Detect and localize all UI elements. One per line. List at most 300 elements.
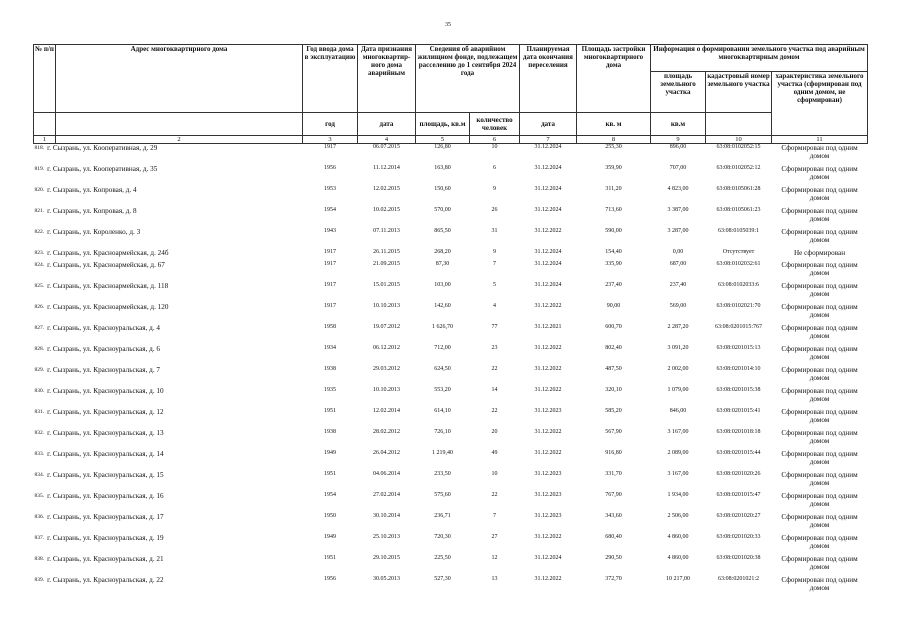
cell-cad: 63:08:0201021:2 bbox=[718, 576, 760, 582]
cell-plan: 31.12.2023 bbox=[534, 492, 562, 498]
cell-build: 154,40 bbox=[605, 249, 622, 255]
table-row bbox=[34, 471, 868, 492]
cell-cad: 63:08:0201015:13 bbox=[716, 345, 761, 351]
cell-land: 3 287,00 bbox=[667, 228, 689, 234]
cell-people: 10 bbox=[491, 471, 498, 477]
cell-cad: 63:08:0105039:1 bbox=[718, 228, 760, 234]
cell-year: 1954 bbox=[324, 492, 336, 498]
cell-area: 268,20 bbox=[434, 249, 451, 255]
cell-build: 320,10 bbox=[605, 387, 622, 393]
table-row bbox=[34, 324, 868, 345]
cell-cad: Отсутствует bbox=[722, 249, 755, 255]
cell-build: 359,90 bbox=[605, 165, 622, 171]
row-number: 835. bbox=[34, 493, 45, 499]
address-text: г. Сызрань, ул. Красноуральская, д. 4 bbox=[47, 324, 161, 332]
header-building-area: Площадь застройки многоквартирного дома bbox=[577, 45, 651, 113]
table-row bbox=[34, 387, 868, 408]
cell-land: 10 217,00 bbox=[666, 576, 691, 582]
cell-land: 237,40 bbox=[669, 282, 687, 288]
address-cell bbox=[34, 576, 303, 597]
cell-area: 570,00 bbox=[434, 207, 451, 213]
cell-land: 0,00 bbox=[672, 249, 684, 255]
address-text: г. Сызрань, ул. Красноуральская, д. 13 bbox=[47, 429, 164, 437]
cell-date: 30.10.2014 bbox=[373, 513, 400, 519]
cell-year: 1917 bbox=[324, 282, 336, 288]
cell-characteristic: Сформирован под одним домом bbox=[781, 144, 858, 160]
cell-people: 22 bbox=[491, 408, 498, 414]
cell-area: 1 219,40 bbox=[432, 450, 453, 456]
address-cell bbox=[34, 429, 303, 450]
cell-build: 343,60 bbox=[605, 513, 622, 519]
table-row bbox=[34, 366, 868, 387]
cell-build: 585,20 bbox=[605, 408, 622, 414]
address-text: г. Сызрань, ул. Красноуральская, д. 22 bbox=[47, 576, 164, 584]
cell-people: 27 bbox=[491, 534, 498, 540]
cell-land: 4 823,00 bbox=[667, 186, 689, 192]
header-unit-count: количество человек bbox=[470, 113, 520, 136]
table-row bbox=[34, 249, 868, 261]
cell-date: 26.04.2012 bbox=[373, 450, 400, 456]
cell-area: 720,30 bbox=[434, 534, 451, 540]
address-text: г. Сызрань, ул. Кооперативная, д. 29 bbox=[47, 144, 158, 152]
cell-build: 90,00 bbox=[606, 303, 621, 309]
emergency-housing-table bbox=[33, 44, 868, 597]
cell-cad: 63:08:0102033:6 bbox=[718, 282, 760, 288]
cell-cad: 63:08:0102052:12 bbox=[716, 165, 761, 171]
table-row bbox=[34, 408, 868, 429]
cell-year: 1938 bbox=[324, 366, 336, 372]
cell-cad: 63:08:0201015:47 bbox=[716, 492, 761, 498]
cell-plan: 31.12.2024 bbox=[534, 249, 562, 255]
table-row bbox=[34, 228, 868, 249]
cell-land: 2 002,00 bbox=[667, 366, 689, 372]
cell-plan: 31.12.2023 bbox=[534, 513, 562, 519]
cell-cad: 63:08:0201020:38 bbox=[716, 555, 761, 561]
cell-year: 1917 bbox=[324, 303, 336, 309]
cell-people: 14 bbox=[491, 387, 498, 393]
cell-area: 527,30 bbox=[434, 576, 451, 582]
header-land-area: площадь земельного участка bbox=[651, 72, 706, 113]
row-number: 820. bbox=[34, 187, 45, 193]
address-cell bbox=[34, 186, 303, 207]
cell-cad: 63:08:0105061:28 bbox=[716, 186, 761, 192]
cell-land: 2 287,20 bbox=[667, 324, 689, 330]
cell-year: 1917 bbox=[324, 144, 336, 150]
cell-characteristic: Сформирован под одним домом bbox=[781, 366, 858, 382]
cell-year: 1954 bbox=[324, 207, 336, 213]
address-cell bbox=[34, 450, 303, 471]
table-row bbox=[34, 261, 868, 282]
cell-year: 1951 bbox=[324, 555, 336, 561]
cell-area: 87,30 bbox=[435, 261, 450, 267]
cell-people: 22 bbox=[491, 492, 498, 498]
cell-plan: 31.12.2024 bbox=[534, 144, 562, 150]
cell-build: 331,70 bbox=[605, 471, 622, 477]
cell-cad: 63:08:0201015:767 bbox=[715, 324, 763, 330]
housing-table-container bbox=[33, 44, 867, 597]
column-number: 5 bbox=[416, 136, 470, 144]
cell-characteristic: Сформирован под одним домом bbox=[781, 207, 858, 223]
cell-land: 4 860,00 bbox=[667, 555, 689, 561]
column-number: 7 bbox=[520, 136, 577, 144]
row-number: 822. bbox=[34, 229, 45, 235]
cell-plan: 31.12.2024 bbox=[534, 186, 562, 192]
cell-area: 225,50 bbox=[434, 555, 451, 561]
column-number: 10 bbox=[706, 136, 772, 144]
cell-build: 335,90 bbox=[605, 261, 622, 267]
address-text: г. Сызрань, ул. Красноуральская, д. 7 bbox=[47, 366, 161, 374]
cell-cad: 63:08:0105061:23 bbox=[716, 207, 761, 213]
address-cell bbox=[34, 228, 303, 249]
address-text: г. Сызрань, ул. Красноармейская, д. 67 bbox=[47, 261, 165, 269]
row-number: 834. bbox=[34, 472, 45, 478]
address-cell bbox=[34, 492, 303, 513]
row-number: 837. bbox=[34, 535, 45, 541]
cell-build: 802,40 bbox=[605, 345, 622, 351]
cell-build: 590,00 bbox=[605, 228, 622, 234]
cell-build: 767,90 bbox=[605, 492, 622, 498]
cell-plan: 31.12.2024 bbox=[534, 207, 562, 213]
address-text: г. Сызрань, ул. Красноуральская, д. 15 bbox=[47, 471, 164, 479]
cell-cad: 63:08:0201015:44 bbox=[716, 450, 761, 456]
address-text: г. Сызрань, ул. Короленко, д. 3 bbox=[47, 228, 141, 236]
cell-date: 15.01.2015 bbox=[373, 282, 400, 288]
column-number: 2 bbox=[56, 136, 303, 144]
cell-cad: 63:08:0102021:70 bbox=[716, 303, 761, 309]
cell-year: 1958 bbox=[324, 324, 336, 330]
cell-plan: 31.12.2024 bbox=[534, 261, 562, 267]
cell-area: 712,00 bbox=[434, 345, 451, 351]
column-number: 11 bbox=[772, 136, 868, 144]
cell-date: 10.10.2013 bbox=[373, 387, 400, 393]
cell-year: 1943 bbox=[324, 228, 336, 234]
header-unit-plan: дата bbox=[520, 113, 577, 136]
address-text: г. Сызрань, ул. Красноуральская, д. 17 bbox=[47, 513, 164, 521]
row-number: 833. bbox=[34, 451, 45, 457]
table-row bbox=[34, 429, 868, 450]
table-row bbox=[34, 345, 868, 366]
cell-land: 4 860,00 bbox=[667, 534, 689, 540]
address-text: г. Сызрань, ул. Красноуральская, д. 14 bbox=[47, 450, 164, 458]
address-cell bbox=[34, 282, 303, 303]
cell-year: 1934 bbox=[324, 345, 336, 351]
header-planned-date: Планируемая дата окончания переселения bbox=[520, 45, 577, 113]
address-text: г. Сызрань, ул. Красноуральская, д. 21 bbox=[47, 555, 164, 563]
header-unit-area: площадь, кв.м bbox=[416, 113, 470, 136]
cell-people: 7 bbox=[493, 513, 496, 519]
cell-area: 614,10 bbox=[434, 408, 451, 414]
cell-characteristic: Сформирован под одним домом bbox=[781, 345, 858, 361]
cell-land: 896,00 bbox=[669, 144, 687, 150]
cell-date: 10.10.2013 bbox=[373, 303, 400, 309]
table-row bbox=[34, 534, 868, 555]
cell-people: 31 bbox=[491, 228, 498, 234]
table-row bbox=[34, 207, 868, 228]
cell-year: 1917 bbox=[324, 249, 336, 255]
cell-area: 865,50 bbox=[434, 228, 451, 234]
address-text: г. Сызрань, ул. Кооперативная, д. 35 bbox=[47, 165, 158, 173]
address-cell bbox=[34, 471, 303, 492]
cell-characteristic: Сформирован под одним домом bbox=[781, 165, 858, 181]
header-unit-area2: кв. м bbox=[577, 113, 651, 136]
row-number: 823. bbox=[34, 250, 45, 256]
address-text: г. Сызрань, ул. Копровая, д. 4 bbox=[47, 186, 137, 194]
address-text: г. Сызрань, ул. Красноармейская, д. 120 bbox=[47, 303, 169, 311]
cell-plan: 31.12.2024 bbox=[534, 165, 562, 171]
page-number: 35 bbox=[445, 22, 451, 28]
cell-cad: 63:08:0201020:27 bbox=[716, 513, 761, 519]
cell-characteristic: Сформирован под одним домом bbox=[781, 555, 858, 571]
address-text: г. Сызрань, ул. Копровая, д. 8 bbox=[47, 207, 137, 215]
cell-people: 10 bbox=[491, 144, 498, 150]
address-text: г. Сызрань, ул. Красноармейская, д. 118 bbox=[47, 282, 169, 290]
cell-year: 1950 bbox=[324, 513, 336, 519]
cell-people: 5 bbox=[493, 282, 496, 288]
row-number: 824. bbox=[34, 262, 45, 268]
table-row bbox=[34, 282, 868, 303]
cell-plan: 31.12.2022 bbox=[534, 228, 562, 234]
cell-date: 12.02.2015 bbox=[373, 186, 400, 192]
header-cadastral: кадастровый номер земельного участка bbox=[706, 72, 772, 113]
address-cell bbox=[34, 144, 303, 166]
header-unit-year: год bbox=[303, 113, 358, 136]
cell-build: 290,50 bbox=[605, 555, 622, 561]
cell-year: 1917 bbox=[324, 261, 336, 267]
cell-area: 1 626,70 bbox=[432, 324, 453, 330]
cell-plan: 31.12.2023 bbox=[534, 471, 562, 477]
column-number: 6 bbox=[470, 136, 520, 144]
cell-build: 916,80 bbox=[605, 450, 622, 456]
row-number: 818. bbox=[34, 145, 45, 151]
cell-area: 575,60 bbox=[434, 492, 451, 498]
cell-date: 06.12.2012 bbox=[373, 345, 400, 351]
cell-year: 1949 bbox=[324, 534, 336, 540]
cell-area: 233,50 bbox=[434, 471, 451, 477]
cell-date: 27.02.2014 bbox=[373, 492, 400, 498]
cell-date: 04.06.2014 bbox=[373, 471, 400, 477]
cell-plan: 31.12.2024 bbox=[534, 282, 562, 288]
cell-cad: 63:08:0201018:18 bbox=[716, 429, 761, 435]
cell-people: 12 bbox=[491, 555, 498, 561]
header-fund: Сведения об аварийном жилищном фонде, подлежащем расселению до 1 сентября 2024 года bbox=[416, 45, 520, 113]
address-cell bbox=[34, 249, 303, 261]
cell-cad: 63:08:0201020:33 bbox=[716, 534, 761, 540]
cell-area: 553,20 bbox=[434, 387, 451, 393]
cell-year: 1949 bbox=[324, 450, 336, 456]
cell-date: 29.10.2015 bbox=[373, 555, 400, 561]
row-number: 831. bbox=[34, 409, 45, 415]
address-cell bbox=[34, 555, 303, 576]
cell-land: 3 387,00 bbox=[667, 207, 689, 213]
cell-land: 687,00 bbox=[669, 261, 687, 267]
cell-date: 25.10.2013 bbox=[373, 534, 400, 540]
cell-plan: 31.12.2022 bbox=[534, 387, 562, 393]
cell-cad: 63:08:0102032:61 bbox=[716, 261, 761, 267]
row-number: 838. bbox=[34, 556, 45, 562]
cell-people: 77 bbox=[491, 324, 498, 330]
cell-characteristic: Не сформирован bbox=[793, 249, 846, 257]
row-number: 836. bbox=[34, 514, 45, 520]
cell-land: 707,00 bbox=[669, 165, 687, 171]
table-row bbox=[34, 450, 868, 471]
cell-area: 126,80 bbox=[434, 144, 451, 150]
cell-build: 255,30 bbox=[605, 144, 622, 150]
cell-date: 19.07.2012 bbox=[373, 324, 400, 330]
header-blank-cad bbox=[706, 113, 772, 136]
cell-area: 163,80 bbox=[434, 165, 451, 171]
cell-characteristic: Сформирован под одним домом bbox=[781, 282, 858, 298]
cell-date: 30.05.2013 bbox=[373, 576, 400, 582]
cell-people: 26 bbox=[491, 207, 498, 213]
cell-date: 28.02.2012 bbox=[373, 429, 400, 435]
cell-characteristic: Сформирован под одним домом bbox=[781, 576, 858, 592]
cell-date: 06.07.2015 bbox=[373, 144, 400, 150]
cell-area: 150,60 bbox=[434, 186, 451, 192]
column-number: 4 bbox=[358, 136, 416, 144]
address-text: г. Сызрань, ул. Красноармейская, д. 24б bbox=[47, 249, 169, 257]
cell-cad: 63:08:0102052:15 bbox=[716, 144, 761, 150]
table-row bbox=[34, 555, 868, 576]
cell-plan: 31.12.2021 bbox=[534, 324, 562, 330]
cell-people: 49 bbox=[491, 450, 498, 456]
header-year: Год ввода дома в эксплуатацию bbox=[303, 45, 358, 113]
row-number: 830. bbox=[34, 388, 45, 394]
cell-plan: 31.12.2024 bbox=[534, 555, 562, 561]
cell-cad: 63:08:0201014:10 bbox=[716, 366, 761, 372]
cell-cad: 63:08:0201015:38 bbox=[716, 387, 761, 393]
cell-people: 7 bbox=[493, 261, 496, 267]
cell-land: 3 167,00 bbox=[667, 471, 689, 477]
row-number: 826. bbox=[34, 304, 45, 310]
header-blank-addr bbox=[56, 113, 303, 136]
address-cell bbox=[34, 165, 303, 186]
cell-characteristic: Сформирован под одним домом bbox=[781, 324, 858, 340]
cell-characteristic: Сформирован под одним домом bbox=[781, 429, 858, 445]
cell-area: 726,10 bbox=[434, 429, 451, 435]
header-address: Адрес многоквартирного дома bbox=[56, 45, 303, 113]
cell-people: 4 bbox=[493, 303, 496, 309]
cell-people: 23 bbox=[491, 345, 498, 351]
table-row bbox=[34, 165, 868, 186]
cell-plan: 31.12.2022 bbox=[534, 450, 562, 456]
cell-people: 13 bbox=[491, 576, 498, 582]
cell-plan: 31.12.2022 bbox=[534, 534, 562, 540]
header-recognition-date: Дата признания многоквартир-ного дома аварийным bbox=[358, 45, 416, 113]
cell-build: 372,70 bbox=[605, 576, 622, 582]
table-row bbox=[34, 303, 868, 324]
header-num: № п/п bbox=[34, 45, 56, 113]
cell-year: 1956 bbox=[324, 576, 336, 582]
cell-characteristic: Сформирован под одним домом bbox=[781, 228, 858, 244]
address-text: г. Сызрань, ул. Красноуральская, д. 10 bbox=[47, 387, 164, 395]
cell-people: 9 bbox=[493, 186, 496, 192]
row-number: 825. bbox=[34, 283, 45, 289]
cell-year: 1953 bbox=[324, 186, 336, 192]
address-cell bbox=[34, 513, 303, 534]
address-cell bbox=[34, 324, 303, 345]
column-number: 1 bbox=[34, 136, 56, 144]
cell-people: 9 bbox=[493, 249, 496, 255]
cell-area: 624,50 bbox=[434, 366, 451, 372]
cell-area: 236,71 bbox=[434, 513, 451, 519]
cell-area: 103,00 bbox=[434, 282, 451, 288]
cell-plan: 31.12.2022 bbox=[534, 303, 562, 309]
address-text: г. Сызрань, ул. Красноуральская, д. 6 bbox=[47, 345, 161, 353]
cell-date: 11.12.2014 bbox=[373, 165, 400, 171]
table-row bbox=[34, 576, 868, 597]
cell-people: 22 bbox=[491, 366, 498, 372]
cell-build: 311,20 bbox=[605, 186, 622, 192]
cell-plan: 31.12.2022 bbox=[534, 366, 562, 372]
table-header bbox=[34, 45, 868, 144]
header-blank-num bbox=[34, 113, 56, 136]
cell-land: 846,00 bbox=[669, 408, 687, 414]
address-cell bbox=[34, 387, 303, 408]
cell-people: 20 bbox=[491, 429, 498, 435]
row-number: 819. bbox=[34, 166, 45, 172]
cell-date: 12.02.2014 bbox=[373, 408, 400, 414]
cell-people: 6 bbox=[493, 165, 496, 171]
header-land-info: Информация о формировании земельного участка под аварийным многоквартирным домом bbox=[651, 45, 868, 72]
row-number: 828. bbox=[34, 346, 45, 352]
address-cell bbox=[34, 207, 303, 228]
cell-characteristic: Сформирован под одним домом bbox=[781, 408, 858, 424]
cell-characteristic: Сформирован под одним домом bbox=[781, 261, 858, 277]
cell-date: 21.09.2015 bbox=[373, 261, 400, 267]
column-number: 9 bbox=[651, 136, 706, 144]
header-unit-date: дата bbox=[358, 113, 416, 136]
row-number: 832. bbox=[34, 430, 45, 436]
cell-cad: 63:08:0201020:26 bbox=[716, 471, 761, 477]
header-characteristic: характеристика земельного участка (сформирован под одним домом, не сформирован) bbox=[772, 72, 868, 136]
cell-plan: 31.12.2023 bbox=[534, 408, 562, 414]
cell-year: 1935 bbox=[324, 387, 336, 393]
address-cell bbox=[34, 408, 303, 429]
cell-build: 680,40 bbox=[605, 534, 622, 540]
cell-characteristic: Сформирован под одним домом bbox=[781, 492, 858, 508]
cell-year: 1956 bbox=[324, 165, 336, 171]
row-number: 821. bbox=[34, 208, 45, 214]
table-body bbox=[34, 144, 868, 598]
table-row bbox=[34, 492, 868, 513]
row-number: 839. bbox=[34, 577, 45, 583]
cell-characteristic: Сформирован под одним домом bbox=[781, 387, 858, 403]
cell-date: 07.11.2013 bbox=[373, 228, 400, 234]
column-number: 8 bbox=[577, 136, 651, 144]
row-number: 829. bbox=[34, 367, 45, 373]
cell-date: 26.11.2015 bbox=[373, 249, 400, 255]
cell-cad: 63:08:0201015:41 bbox=[716, 408, 761, 414]
table-row bbox=[34, 513, 868, 534]
cell-characteristic: Сформирован под одним домом bbox=[781, 534, 858, 550]
cell-characteristic: Сформирован под одним домом bbox=[781, 186, 858, 202]
address-cell bbox=[34, 303, 303, 324]
cell-year: 1951 bbox=[324, 471, 336, 477]
address-text: г. Сызрань, ул. Красноуральская, д. 16 bbox=[47, 492, 164, 500]
cell-land: 1 934,00 bbox=[667, 492, 689, 498]
cell-land: 2 506,00 bbox=[667, 513, 689, 519]
address-cell bbox=[34, 345, 303, 366]
cell-plan: 31.12.2022 bbox=[534, 345, 562, 351]
cell-land: 569,00 bbox=[669, 303, 687, 309]
cell-build: 600,70 bbox=[605, 324, 622, 330]
cell-year: 1951 bbox=[324, 408, 336, 414]
cell-characteristic: Сформирован под одним домом bbox=[781, 513, 858, 529]
row-number: 827. bbox=[34, 325, 45, 331]
cell-characteristic: Сформирован под одним домом bbox=[781, 450, 858, 466]
cell-area: 142,60 bbox=[434, 303, 451, 309]
cell-build: 567,90 bbox=[605, 429, 622, 435]
